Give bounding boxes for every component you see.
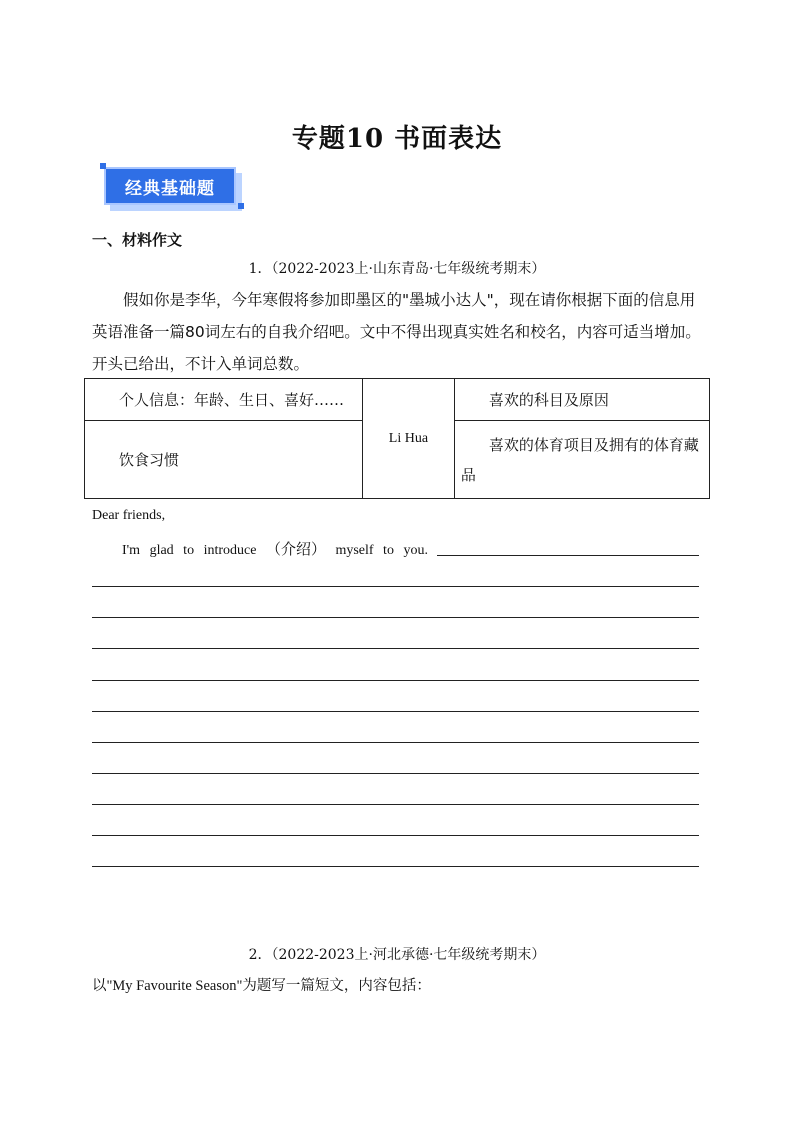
answer-line[interactable] [92,742,699,743]
question-1-prompt: 假如你是李华，今年寒假将参加即墨区的"墨城小达人"，现在请你根据下面的信息用英语准备一篇80词左右的自我介绍吧。文中不得出现真实姓名和校名，内容可适当增加。开头已给出，不计入单词总数。 [92,291,701,373]
table-cell-personal-info: 个人信息：年龄、生日、喜好…… [85,379,363,421]
opening-end: myself to you. [335,543,428,558]
answer-line[interactable] [92,648,699,649]
answer-line[interactable] [92,773,699,774]
section-badge [104,167,242,211]
answer-line[interactable] [92,835,699,836]
answer-line[interactable] [92,804,699,805]
section-heading: 一、材料作文 [92,231,183,249]
table-cell-favorite-subjects: 喜欢的科目及原因 [454,379,709,421]
table-cell-center-name: Li Hua [363,379,455,499]
answer-line[interactable] [437,555,699,556]
letter-opening [122,538,428,559]
info-table [84,378,710,499]
answer-line[interactable] [92,617,699,618]
answer-line[interactable] [92,866,699,867]
answer-line[interactable] [92,711,699,712]
opening-start: I'm glad to introduce [122,543,257,558]
table-cell-diet-habits: 饮食习惯 [85,421,363,499]
question-2-prompt: 以"My Favourite Season"为题写一篇短文，内容包括： [92,978,431,994]
badge-label: 经典基础题 [104,167,236,205]
answer-line[interactable] [92,586,699,587]
table-cell-sports-collections: 喜欢的体育项目及拥有的体育藏品 [454,421,709,499]
badge-corner-mark [100,163,106,169]
answer-line[interactable] [92,680,699,681]
question-1-heading: 1．（2022-2023上·山东青岛·七年级统考期末） [248,261,546,277]
letter-greeting: Dear friends, [92,508,166,523]
question-2-heading: 2．（2022-2023上·河北承德·七年级统考期末） [248,947,546,963]
badge-corner-mark [238,203,244,209]
opening-paren: （介绍） [265,540,326,558]
page-title: 专题10 书面表达 [291,124,503,154]
